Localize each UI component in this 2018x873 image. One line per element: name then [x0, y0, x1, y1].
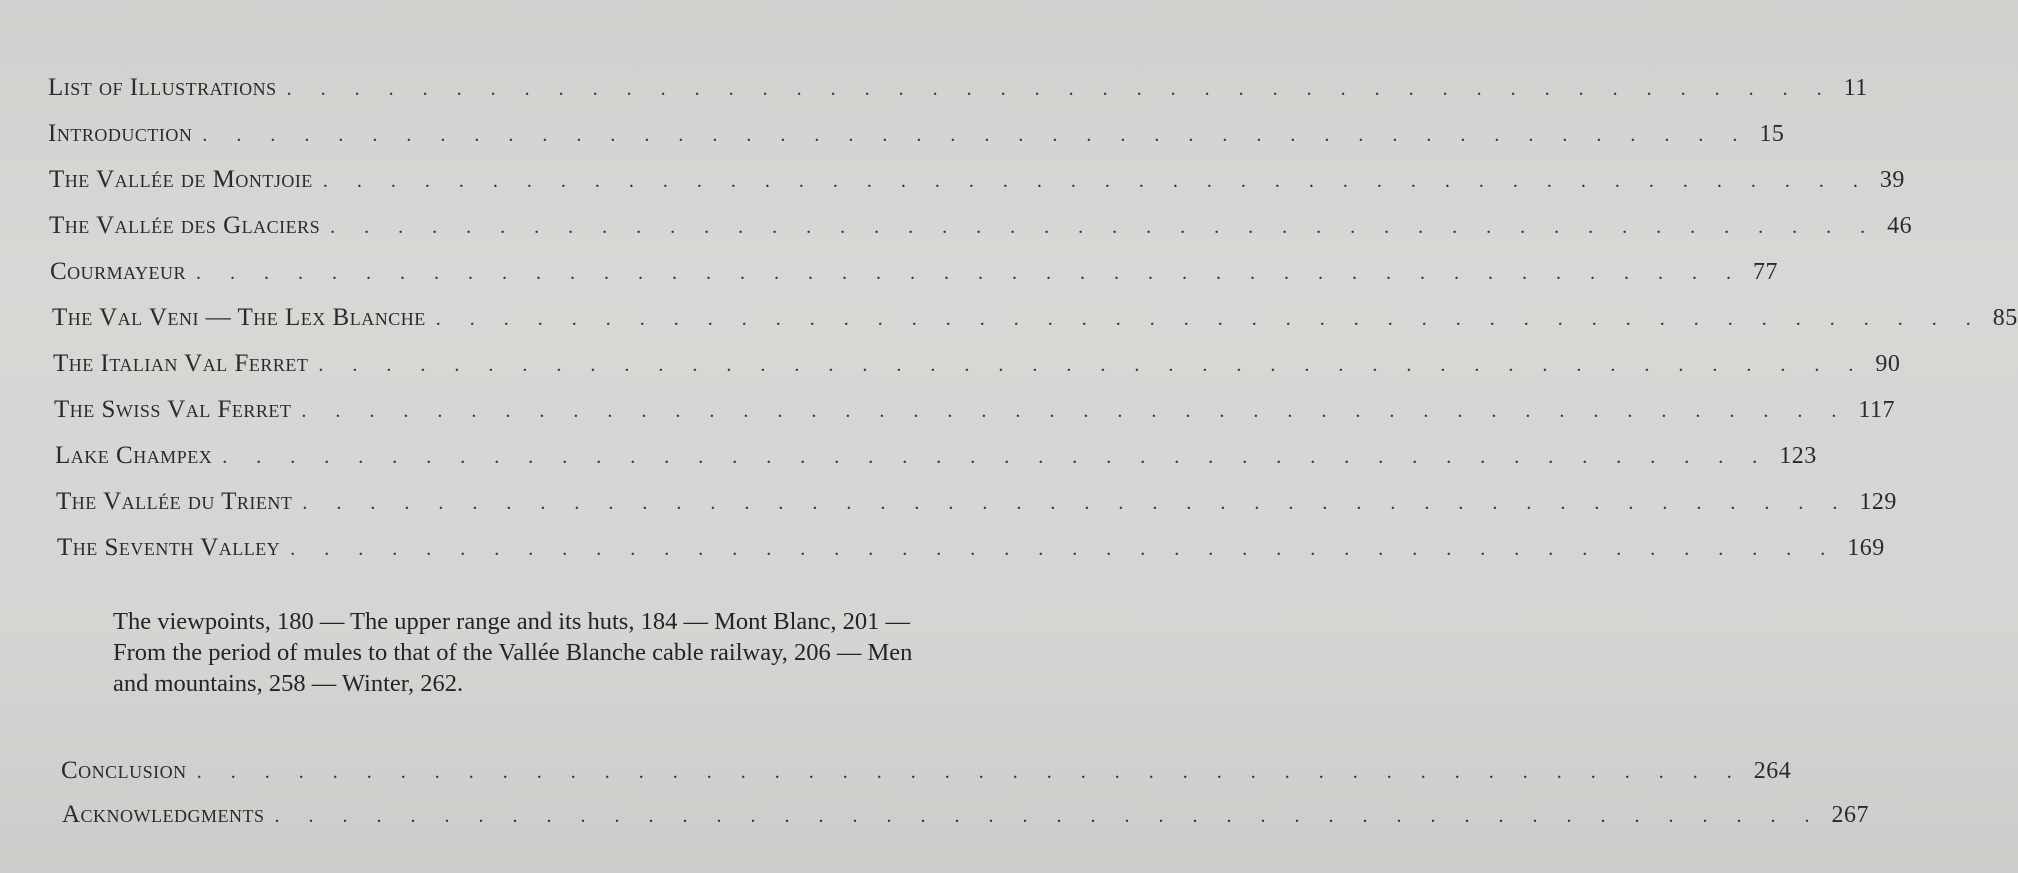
toc-entry-courmayeur — [50, 258, 1779, 288]
dot-leader: . . . . . . . . . . . . . . . . . . . . . . . . . . . . . . . . . . . . . . . . . . . . . . — [290, 538, 1838, 560]
toc-entry-title: Acknowledgments — [62, 801, 265, 828]
toc-entry-page: 123 — [1779, 443, 1817, 469]
dot-leader: . . . . . . . . . . . . . . . . . . . . . . . . . . . . . . . . . . . . . . . . . . . . . . — [301, 400, 1849, 422]
dot-leader: . . . . . . . . . . . . . . . . . . . . . . . . . . . . . . . . . . . . . . . . . . . . . . — [274, 805, 1822, 827]
toc-entry-title: Introduction — [48, 120, 193, 147]
toc-entry-acknowledgments — [62, 801, 1870, 831]
dot-leader: . . . . . . . . . . . . . . . . . . . . . . . . . . . . . . . . . . . . . . . . . . . . . . — [302, 492, 1850, 514]
toc-entry-page: 85 — [1992, 305, 2018, 331]
toc-entry-vallee-du-trient — [56, 488, 1897, 518]
toc-entry-title: The Val Veni — The Lex Blanche — [52, 304, 426, 331]
toc-entry-title: Conclusion — [61, 757, 187, 784]
toc-entry-page: 11 — [1843, 75, 1868, 101]
toc-entry-title: The Vallée des Glaciers — [49, 212, 321, 239]
toc-entry-swiss-val-ferret — [54, 396, 1896, 426]
toc-entry-val-veni — [52, 304, 2018, 334]
toc-entry-page: 169 — [1847, 535, 1885, 561]
toc-entry-page: 46 — [1887, 213, 1913, 239]
toc-entry-page: 39 — [1879, 167, 1905, 193]
toc-entry-title: The Italian Val Ferret — [53, 350, 309, 377]
toc-entry-title: The Seventh Valley — [57, 534, 281, 561]
toc-entry-vallee-de-montjoie — [49, 166, 1905, 196]
dot-leader: . . . . . . . . . . . . . . . . . . . . . . . . . . . . . . . . . . . . . . . . . . . . . . — [330, 216, 1878, 238]
dot-leader: . . . . . . . . . . . . . . . . . . . . . . . . . . . . . . . . . . . . . . . . . . . . . . — [196, 262, 1744, 284]
toc-entry-conclusion — [61, 757, 1792, 787]
toc-entry-italian-val-ferret — [53, 350, 1901, 380]
toc-entry-lake-champex — [55, 442, 1817, 472]
toc-entry-page: 90 — [1875, 351, 1901, 377]
toc-entry-page: 264 — [1753, 758, 1792, 784]
toc-entry-title: Lake Champex — [55, 442, 213, 469]
seventh-valley-summary: The viewpoints, 180 — The upper range and its huts, 184 — Mont Blanc, 201 — From the period of mules to that of the Vallée Blanche cable railway, 206 — Men and mountains, 258 — Winter, 262. — [113, 608, 913, 697]
dot-leader: . . . . . . . . . . . . . . . . . . . . . . . . . . . . . . . . . . . . . . . . . . . . . . — [318, 354, 1866, 376]
toc-entry-seventh-valley — [57, 534, 1885, 564]
dot-leader: . . . . . . . . . . . . . . . . . . . . . . . . . . . . . . . . . . . . . . . . . . . . . . — [286, 78, 1834, 100]
toc-entry-page: 15 — [1759, 121, 1785, 147]
toc-entry-list-of-illustrations — [48, 74, 1868, 104]
toc-entry-introduction — [48, 120, 1785, 150]
dot-leader: . . . . . . . . . . . . . . . . . . . . . . . . . . . . . . . . . . . . . . . . . . . . . . — [322, 170, 1870, 192]
dot-leader: . . . . . . . . . . . . . . . . . . . . . . . . . . . . . . . . . . . . . . . . . . . . . . — [435, 308, 1983, 330]
toc-entry-page: 117 — [1858, 397, 1896, 423]
toc-entry-title: The Vallée du Trient — [56, 488, 293, 515]
toc-entry-page: 267 — [1831, 802, 1870, 828]
dot-leader: . . . . . . . . . . . . . . . . . . . . . . . . . . . . . . . . . . . . . . . . . . . . . . — [196, 761, 1744, 783]
dot-leader: . . . . . . . . . . . . . . . . . . . . . . . . . . . . . . . . . . . . . . . . . . . . . . — [222, 446, 1770, 468]
toc-entry-title: Courmayeur — [50, 258, 187, 285]
toc-entry-title: The Vallée de Montjoie — [49, 166, 313, 193]
dot-leader: . . . . . . . . . . . . . . . . . . . . . . . . . . . . . . . . . . . . . . . . . . . . . . — [202, 124, 1750, 146]
toc-entry-page: 77 — [1753, 259, 1779, 285]
toc-entry-vallee-des-glaciers — [49, 212, 1913, 242]
toc-entry-title: List of Illustrations — [48, 74, 277, 101]
toc-entry-title: The Swiss Val Ferret — [54, 396, 292, 423]
toc-entry-page: 129 — [1859, 489, 1897, 515]
